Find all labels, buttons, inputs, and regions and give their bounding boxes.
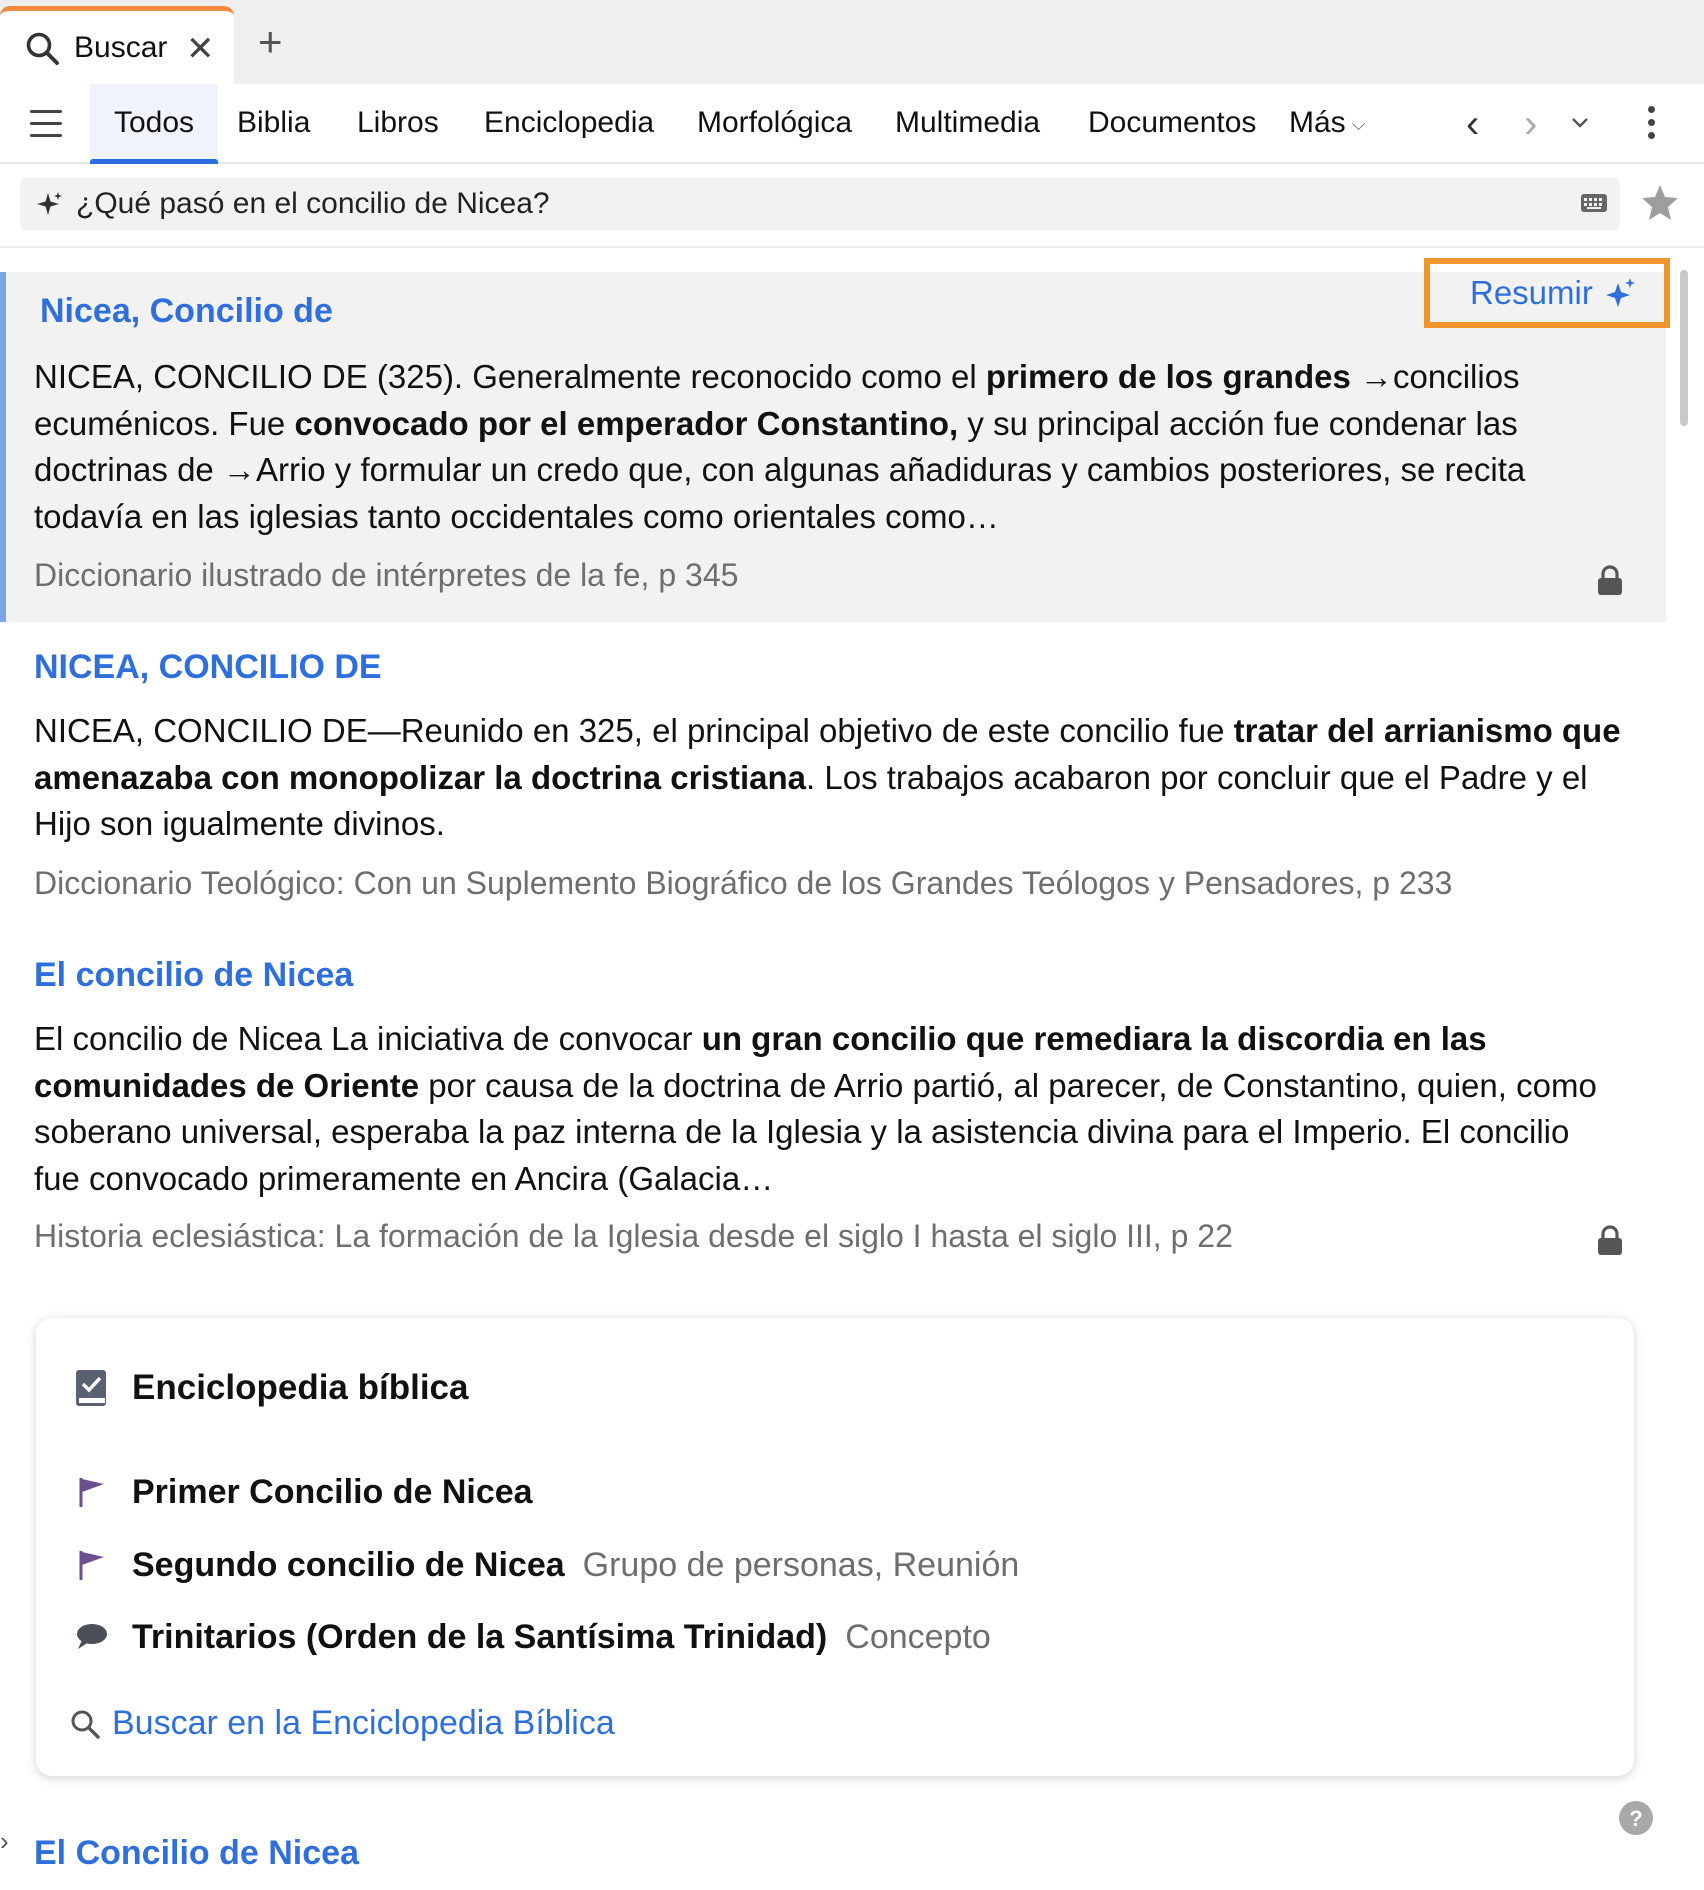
result-source[interactable]: Diccionario Teológico: Con un Suplemento Biográfico de los Grandes Teólogos y Pensadores, p 233 <box>34 865 1453 901</box>
result-title[interactable]: El concilio de Nicea <box>34 956 354 994</box>
result-source[interactable]: Historia eclesiástica: La formación de la Iglesia desde el siglo I hasta el siglo III, p 22 <box>34 1218 1233 1254</box>
flag-icon <box>74 1475 108 1509</box>
sparkle-icon <box>1605 277 1637 309</box>
lock-icon <box>1596 564 1624 596</box>
search-bar <box>20 178 1620 230</box>
tab-mas[interactable]: Más ⌵ <box>1289 84 1365 164</box>
card-item-trinitarios[interactable]: Trinitarios (Orden de la Santísima Trinidad) Concepto <box>74 1615 991 1659</box>
encyclopedia-card <box>36 1318 1634 1776</box>
more-vert-icon[interactable] <box>1648 106 1658 145</box>
sparkle-icon <box>36 190 64 218</box>
result-snippet: NICEA, CONCILIO DE—Reunido en 325, el principal objetivo de este concilio fue tratar del arrianismo que amenazaba con monopolizar la doctrina cristiana. Los trabajos acabaron por concluir que el Padre y el Hijo son igualmente divinos. <box>34 712 1621 842</box>
svg-text:?: ? <box>1629 1806 1643 1831</box>
tab-buscar[interactable] <box>0 6 234 84</box>
card-title: Enciclopedia bíblica <box>132 1368 469 1407</box>
result-snippet: El concilio de Nicea La iniciativa de convocar un gran concilio que remediara la discordia en las comunidades de Oriente por causa de la doctrina de Arrio partió, al parecer, de Constantino, quien, como soberano universal, esperaba la paz interna de la Iglesia y la asistencia divina para el Imperio. El concilio fue convocado primeramente en Ancira (Galacia… <box>34 1020 1597 1197</box>
search-icon <box>24 30 60 66</box>
encyclopedia-book-icon <box>74 1368 108 1408</box>
flag-icon <box>74 1548 108 1582</box>
tab-enciclopedia[interactable]: Enciclopedia <box>484 106 655 139</box>
speech-bubble-icon <box>74 1620 108 1654</box>
tab-multimedia[interactable]: Multimedia <box>895 106 1041 139</box>
search-icon <box>70 1709 100 1739</box>
result-card-3[interactable] <box>0 948 1666 1278</box>
card-item-primer-concilio[interactable]: Primer Concilio de Nicea <box>74 1470 533 1514</box>
category-nav <box>0 84 1704 164</box>
result-snippet: NICEA, CONCILIO DE (325). Generalmente reconocido como el primero de los grandes →concilios ecuménicos. Fue convocado por el emperador Constantino, y su principal acción fue condenar las doctrinas de →Arrio y formular un credo que, con algunas añadiduras y cambios posteriores, se recita todavía en las iglesias tanto occidentales como orientales como… <box>34 358 1526 535</box>
lock-icon <box>1596 1224 1624 1256</box>
tab-bar <box>0 0 1704 84</box>
summarize-button[interactable] <box>1424 258 1670 328</box>
tab-morfologica[interactable]: Morfológica <box>697 106 853 139</box>
history-chevron-icon[interactable] <box>1570 115 1590 131</box>
result-card-2[interactable] <box>0 640 1666 920</box>
close-icon[interactable]: ✕ <box>186 30 215 68</box>
summarize-label: Resumir <box>1470 274 1593 311</box>
search-input[interactable] <box>76 178 1536 230</box>
help-icon[interactable] <box>1618 1800 1654 1836</box>
result-title-next[interactable]: El Concilio de Nicea <box>34 1834 359 1872</box>
scrollbar-thumb[interactable] <box>1680 270 1688 426</box>
divider <box>0 246 1704 248</box>
menu-icon[interactable] <box>30 110 62 138</box>
plus-icon[interactable]: + <box>258 18 283 65</box>
tab-libros[interactable]: Libros <box>357 106 439 139</box>
keyboard-icon[interactable] <box>1580 192 1608 214</box>
result-source[interactable]: Diccionario ilustrado de intérpretes de la fe, p 345 <box>34 557 739 593</box>
forward-icon[interactable]: › <box>1524 102 1538 146</box>
back-icon[interactable]: ‹ <box>1466 102 1480 146</box>
tab-biblia[interactable]: Biblia <box>237 106 311 139</box>
card-item-segundo-concilio[interactable]: Segundo concilio de Nicea Grupo de personas, Reunión <box>74 1543 1019 1587</box>
chevron-down-icon: ⌵ <box>1351 114 1366 135</box>
result-title[interactable]: NICEA, CONCILIO DE <box>34 648 382 686</box>
tab-todos[interactable]: Todos <box>90 84 218 164</box>
sidebar-expand-icon[interactable]: › <box>0 1826 9 1856</box>
tab-documentos[interactable]: Documentos <box>1088 106 1257 139</box>
star-icon[interactable] <box>1640 182 1680 222</box>
tab-label: Buscar <box>74 30 168 64</box>
encyclopedia-search-link[interactable]: Buscar en la Enciclopedia Bíblica <box>70 1704 615 1743</box>
result-title[interactable]: Nicea, Concilio de <box>40 292 333 330</box>
result-card-1[interactable] <box>0 272 1666 622</box>
